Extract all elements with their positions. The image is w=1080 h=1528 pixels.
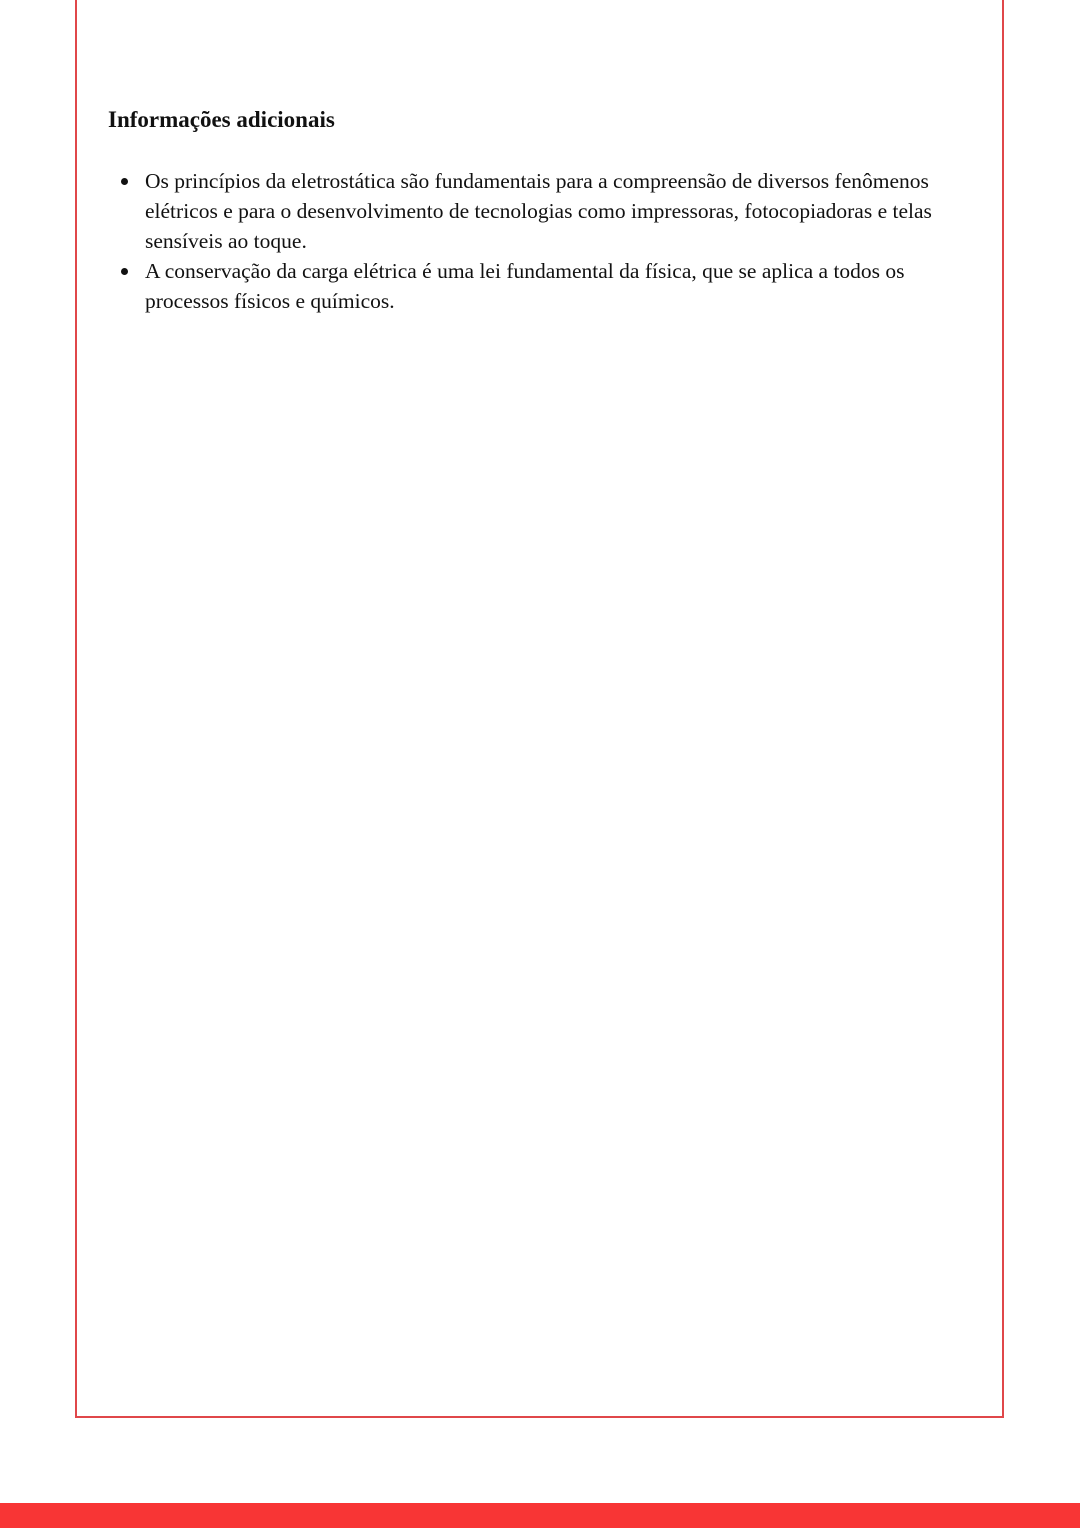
list-item (108, 166, 980, 256)
list-item (108, 256, 980, 316)
bullet-icon (121, 268, 128, 275)
bullet-icon (121, 178, 128, 185)
list-item-text: A conservação da carga elétrica é uma lei fundamental da física, que se aplica a todos os processos físicos e químicos. (145, 259, 905, 313)
list-item-text: Os princípios da eletrostática são fundamentais para a compreensão de diversos fenômenos elétricos e para o desenvolvimento de tecnologias como impressoras, fotocopiadoras e telas sensíveis ao toque. (145, 169, 932, 253)
section-title: Informações adicionais (108, 107, 335, 132)
bullet-list (108, 166, 980, 316)
bottom-accent-bar (0, 1503, 1080, 1528)
